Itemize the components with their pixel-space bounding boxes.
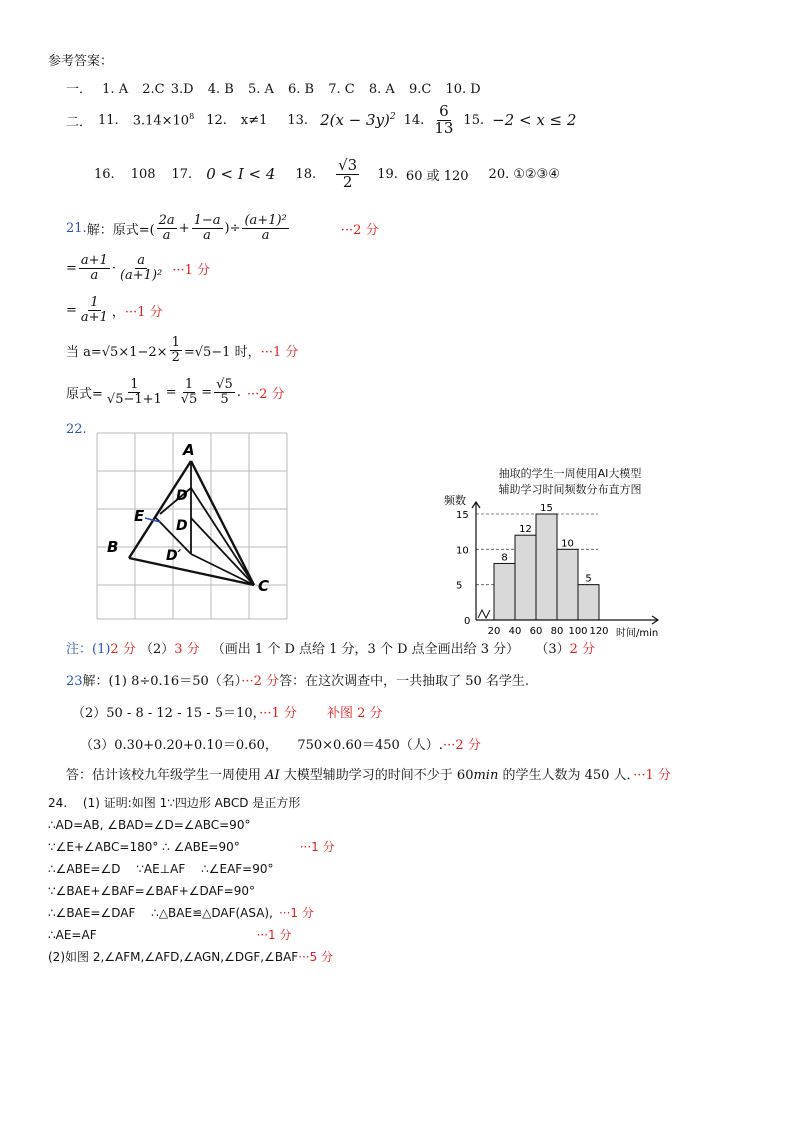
q16-number: 16. <box>94 166 115 182</box>
denominator: (a+1)² <box>119 267 163 283</box>
q21-number: 21. <box>66 220 87 236</box>
score-mark: 3 分 <box>174 642 200 657</box>
score-mark: ···1 分 <box>124 304 163 320</box>
q15-number: 15. <box>463 112 485 128</box>
q23-text: （3）0.30+0.20+0.10＝0.60， 750×0.60＝450（人）. <box>80 738 443 753</box>
denominator: a <box>90 267 99 283</box>
denominator: 5 <box>220 391 229 407</box>
bar-value-label: 15 <box>540 503 553 514</box>
histogram-chart <box>438 492 668 642</box>
score-mark: ···2 分 <box>340 222 379 238</box>
numerator: 1 <box>171 334 180 350</box>
q21-text: 原式= <box>66 386 103 402</box>
label-e: E <box>134 507 145 525</box>
x-axis-label: 时间/min <box>616 628 659 639</box>
bar-value-label: 12 <box>519 524 532 536</box>
choice-item: 5. A <box>247 82 274 97</box>
score-mark: ···2 分 <box>442 738 481 753</box>
q23-text: 答：估计该校九年级学生一周使用 <box>66 768 266 783</box>
q21-line-2 <box>66 250 210 286</box>
label-d2: D <box>176 518 188 534</box>
q13-exponent: 2 <box>389 112 396 122</box>
score-mark: ···1 分 <box>259 706 297 721</box>
label-a: A <box>183 441 195 459</box>
q23-line-4 <box>66 764 671 783</box>
q18-numerator: √3 <box>338 155 358 174</box>
q18-denominator: 2 <box>342 172 353 191</box>
y-tick-label: 15 <box>456 510 469 521</box>
q23-text: 解：(1) 8÷0.16＝50（名） <box>82 674 242 689</box>
q21-fraction <box>242 214 288 242</box>
denominator: a <box>203 227 211 243</box>
q24-text: ∴∠BAE=∠DAF ∴△BAE≌△DAF(ASA), <box>48 906 273 920</box>
denominator: √5 <box>180 391 198 407</box>
choice-item: 6. B <box>288 82 315 97</box>
choice-item: 10. D <box>445 82 481 97</box>
chart-title-line-2: 辅助学习时间频数分布直方图 <box>498 483 642 496</box>
numerator: 2a <box>158 212 175 228</box>
q23-text: min <box>473 768 499 783</box>
score-mark: 2 分 <box>569 642 596 657</box>
score-mark: ···2 分 <box>241 674 280 689</box>
q21-text: =√5−1 时， <box>183 344 261 360</box>
q23-text: 的学生人数为 450 人． <box>498 768 634 783</box>
q18-number: 18. <box>295 166 317 182</box>
denominator: √5−1+1 <box>106 391 162 407</box>
q24-line: ∵∠BAE+∠BAF=∠BAF+∠DAF=90° <box>48 884 256 898</box>
q23-text: （2）50 - 8 - 12 - 15 - 5＝10， <box>72 706 260 721</box>
histogram-bar <box>557 549 578 620</box>
q23-text: 大模型辅助学习的时间不少于 60 <box>279 768 474 783</box>
q24-line: 24. (1) 证明:如图 1∵四边形 ABCD 是正方形 <box>48 796 301 810</box>
q17-number: 17. <box>171 166 193 182</box>
q11-number: 11. <box>98 112 119 128</box>
q14-numerator: 6 <box>439 101 449 120</box>
score-mark: 2 分 <box>110 642 136 657</box>
axis-break-mark <box>478 610 490 618</box>
y-tick-label: 10 <box>456 545 469 557</box>
choice-item: 3.D <box>170 82 194 97</box>
q21-fraction <box>79 296 110 324</box>
q21-line-1 <box>66 210 379 246</box>
q11-base: 3.14×10 <box>132 113 190 129</box>
histogram-bar <box>494 563 515 620</box>
q24-line: ∴∠ABE=∠D ∵AE⊥AF ∴∠EAF=90° <box>48 862 274 876</box>
q11-exponent: 8 <box>189 111 195 121</box>
q13-base: 2(x − 3y) <box>320 111 390 129</box>
q13-number: 13. <box>287 112 309 128</box>
denominator: a <box>162 227 171 243</box>
y-axis-label: 频数 <box>444 494 466 507</box>
score-mark: ···1 分 <box>260 344 299 360</box>
note-prefix: 注：(1) <box>66 642 111 657</box>
x-tick-label: 60 <box>529 626 543 637</box>
q21-text: )÷ <box>224 220 241 236</box>
note-text: （3） <box>535 642 570 657</box>
numerator: 1 <box>184 376 194 392</box>
histogram-bar <box>578 585 599 620</box>
choice-label: 一． <box>66 82 93 97</box>
q20-number: 20. <box>488 166 510 182</box>
score-mark: ···1 分 <box>172 262 211 278</box>
numerator: a+1 <box>80 252 108 268</box>
q21-fraction <box>179 378 200 406</box>
y-tick-label: 5 <box>456 580 463 592</box>
chart-title-line-1: 抽取的学生一周使用AI大模型 <box>498 467 642 480</box>
q21-fraction <box>79 254 110 282</box>
q22-number: 22. <box>66 422 87 437</box>
score-mark: ···1 分 <box>256 928 292 942</box>
q23-line-3 <box>80 734 481 753</box>
score-mark: ···1 分 <box>633 768 671 783</box>
label-c: C <box>258 577 270 595</box>
equals-sign: = <box>66 302 77 318</box>
q21-text: 当 a=√5×1−2× <box>66 344 168 360</box>
q24-text: ∵∠E+∠ABC=180° ∴ ∠ABE=90° <box>48 840 240 854</box>
q21-fraction <box>170 336 182 364</box>
origin-label: 0 <box>464 616 471 627</box>
q14-fraction <box>432 101 455 137</box>
numerator: 1 <box>90 294 99 310</box>
label-b: B <box>107 538 119 556</box>
q11-answer <box>133 112 194 128</box>
q23-text: 答：在这次调查中，一共抽取了 50 名学生. <box>279 674 530 689</box>
q19-answer: 60 或 120 <box>405 168 469 184</box>
q14-denominator: 13 <box>434 118 454 137</box>
q15-answer: −2 < x ≤ 2 <box>492 111 577 129</box>
q21-fraction <box>118 254 164 282</box>
fill-label: 二． <box>66 114 93 130</box>
fill-row-2 <box>94 150 560 198</box>
q23-number: 23 <box>66 674 83 689</box>
denominator: 2 <box>171 349 180 365</box>
denominator: a+1 <box>80 309 108 325</box>
multiply-dot: · <box>111 260 116 276</box>
q18-fraction <box>336 155 359 191</box>
plus-sign: + <box>178 220 190 236</box>
note-text: （画出 1 个 D 点给 1 分，3 个 D 点全画出给 3 分） <box>211 642 520 657</box>
q21-fraction <box>105 378 164 406</box>
choice-item: 7. C <box>328 82 355 97</box>
choice-item: 8. A <box>368 82 395 97</box>
comma: ， <box>111 304 125 320</box>
q24-line <box>48 924 335 946</box>
score-mark: 补图 2 分 <box>326 706 383 721</box>
numerator: √5 <box>216 376 233 392</box>
q24-text: ∴AE=AF <box>48 928 97 942</box>
q12-answer: x≠1 <box>240 112 268 128</box>
score-mark: ···1 分 <box>278 906 314 920</box>
fill-row-1 <box>66 100 576 140</box>
bar-value-label: 10 <box>561 538 574 550</box>
q17-answer: 0 < I < 4 <box>206 165 276 183</box>
numerator: (a+1)² <box>244 212 287 228</box>
choice-item: 9.C <box>408 82 432 97</box>
x-tick-label: 100 <box>568 626 588 637</box>
equals-sign: = <box>66 260 77 276</box>
q20-answer: ①②③④ <box>513 166 560 182</box>
score-mark: ···5 分 <box>298 950 334 964</box>
label-d-prime: D′ <box>166 548 182 564</box>
choice-item: 2.C <box>142 82 165 97</box>
equals-sign: = <box>201 384 213 400</box>
q24-line <box>48 836 335 858</box>
choice-item: 4. B <box>207 82 234 97</box>
q12-number: 12. <box>206 112 227 128</box>
q23-line-2 <box>72 702 382 721</box>
q21-line-4 <box>66 330 298 370</box>
q14-number: 14. <box>403 112 425 128</box>
label-d1: D <box>176 488 188 504</box>
q22-geometry-figure <box>92 428 297 624</box>
q21-line-3 <box>66 292 163 328</box>
q22-note <box>66 638 595 657</box>
x-tick-label: 120 <box>589 626 609 637</box>
score-mark: ···1 分 <box>299 840 335 854</box>
answer-title: 参考答案： <box>48 54 114 69</box>
q21-line-5 <box>66 372 285 412</box>
q13-answer <box>320 111 396 129</box>
q16-answer: 108 <box>130 166 156 182</box>
note-text: （2） <box>139 642 175 657</box>
bar-value-label: 5 <box>585 573 592 585</box>
x-tick-label: 80 <box>550 626 564 637</box>
q21-text: 解：原式=( <box>86 222 155 238</box>
histogram-bar <box>515 535 536 620</box>
equals-sign: = <box>165 384 177 400</box>
x-tick-label: 20 <box>487 626 501 637</box>
x-tick-label: 40 <box>508 626 522 637</box>
q24-line <box>48 902 335 924</box>
score-mark: ···2 分 <box>246 386 285 402</box>
q21-fraction <box>157 214 177 242</box>
q19-number: 19. <box>377 166 398 182</box>
bars <box>494 514 599 620</box>
period: . <box>236 384 241 400</box>
denominator: a <box>261 227 270 243</box>
numerator: a <box>137 252 145 268</box>
numerator: 1 <box>130 376 139 392</box>
q24-text: (2)如图 2,∠AFM,∠AFD,∠AGN,∠DGF,∠BAF <box>48 950 299 964</box>
q23-line-1 <box>66 670 529 689</box>
choice-item: 1. A <box>102 82 129 97</box>
histogram-bar <box>536 514 557 620</box>
choice-section <box>66 78 481 97</box>
bar-value-label: 8 <box>501 552 508 564</box>
q24-block <box>48 792 335 968</box>
q21-fraction <box>214 378 235 406</box>
q23-text: AI <box>265 768 280 783</box>
numerator: 1−a <box>193 212 221 228</box>
q21-fraction <box>192 214 223 242</box>
q24-line <box>48 946 335 968</box>
q24-line: ∴AD=AB, ∠BAD=∠D=∠ABC=90° <box>48 818 251 832</box>
